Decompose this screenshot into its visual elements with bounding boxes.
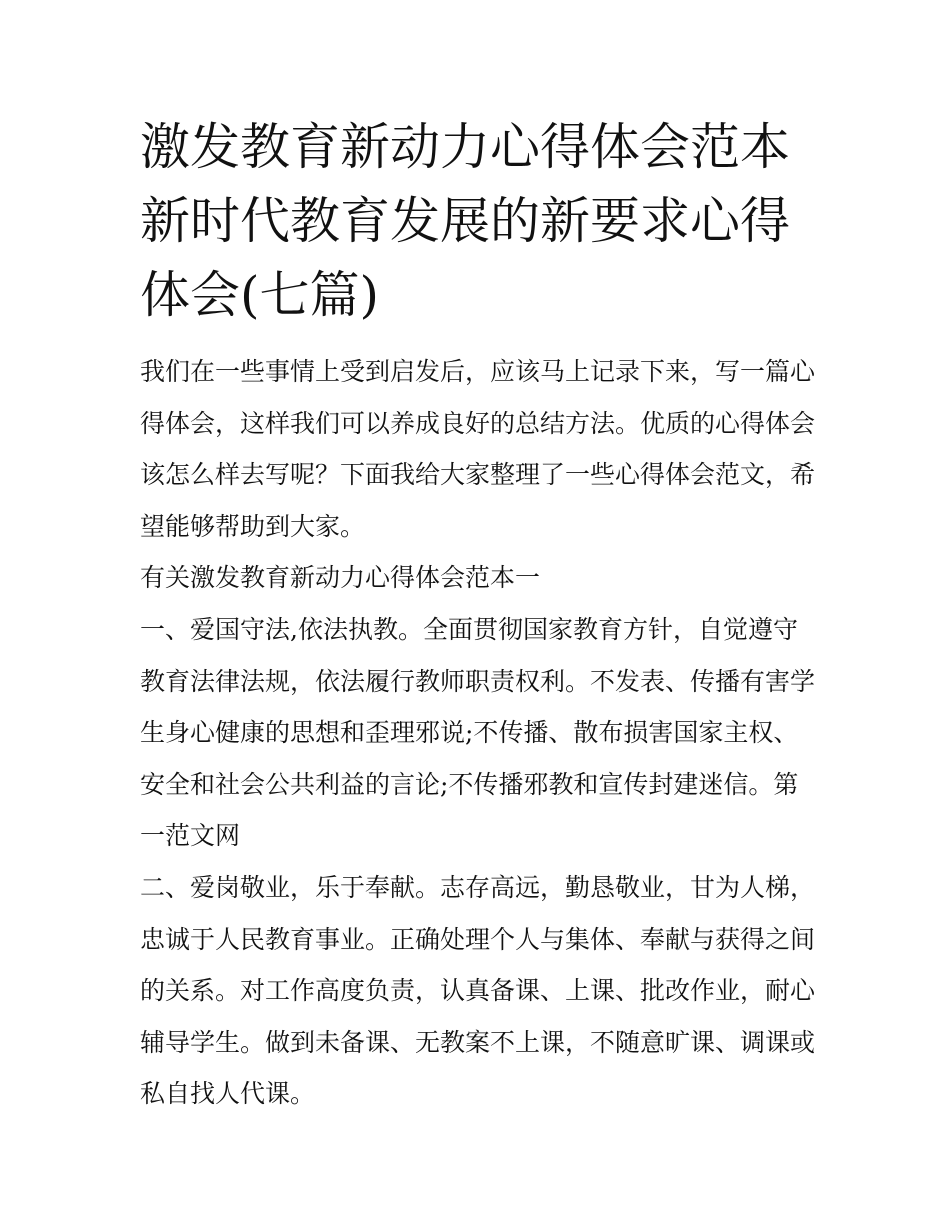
title-line: 激发教育新动力心得体会范本 bbox=[140, 118, 790, 176]
title-line: 新时代教育发展的新要求心得 bbox=[140, 192, 790, 250]
text-line: 忠诚于人民教育事业。正确处理个人与集体、奉献与获得之间 bbox=[140, 924, 816, 954]
document-page bbox=[140, 110, 816, 1120]
text-line: 二、爱岗敬业，乐于奉献。志存高远，勤恳敬业，甘为人梯， bbox=[140, 872, 816, 902]
text-line: 望能够帮助到大家。 bbox=[140, 511, 366, 541]
text-line: 一范文网 bbox=[140, 821, 241, 851]
text-line: 一、爱国守法,依法执教。全面贯彻国家教育方针，自觉遵守 bbox=[140, 614, 798, 644]
intro-paragraph bbox=[140, 346, 816, 552]
document-title bbox=[140, 110, 812, 332]
text-line: 辅导学生。做到未备课、无教案不上课，不随意旷课、调课或 bbox=[140, 1027, 816, 1057]
point-one-paragraph bbox=[140, 604, 816, 862]
text-line: 教育法律法规，依法履行教师职责权利。不发表、传播有害学 bbox=[140, 666, 816, 696]
text-line: 的关系。对工作高度负责，认真备课、上课、批改作业，耐心 bbox=[140, 976, 816, 1006]
text-line: 私自找人代课。 bbox=[140, 1079, 316, 1109]
text-line: 安全和社会公共利益的言论;不传播邪教和宣传封建迷信。第 bbox=[140, 769, 799, 799]
text-line: 得体会，这样我们可以养成良好的总结方法。优质的心得体会 bbox=[140, 408, 816, 438]
text-line: 生身心健康的思想和歪理邪说;不传播、散布损害国家主权、 bbox=[140, 718, 799, 748]
title-line: 体会(七篇) bbox=[140, 266, 380, 324]
text-line: 该怎么样去写呢？下面我给大家整理了一些心得体会范文，希 bbox=[140, 460, 816, 490]
text-line: 我们在一些事情上受到启发后，应该马上记录下来，写一篇心 bbox=[140, 357, 816, 386]
text-line: 有关激发教育新动力心得体会范本一 bbox=[140, 563, 541, 593]
section-heading bbox=[140, 552, 812, 604]
point-two-paragraph bbox=[140, 862, 816, 1120]
